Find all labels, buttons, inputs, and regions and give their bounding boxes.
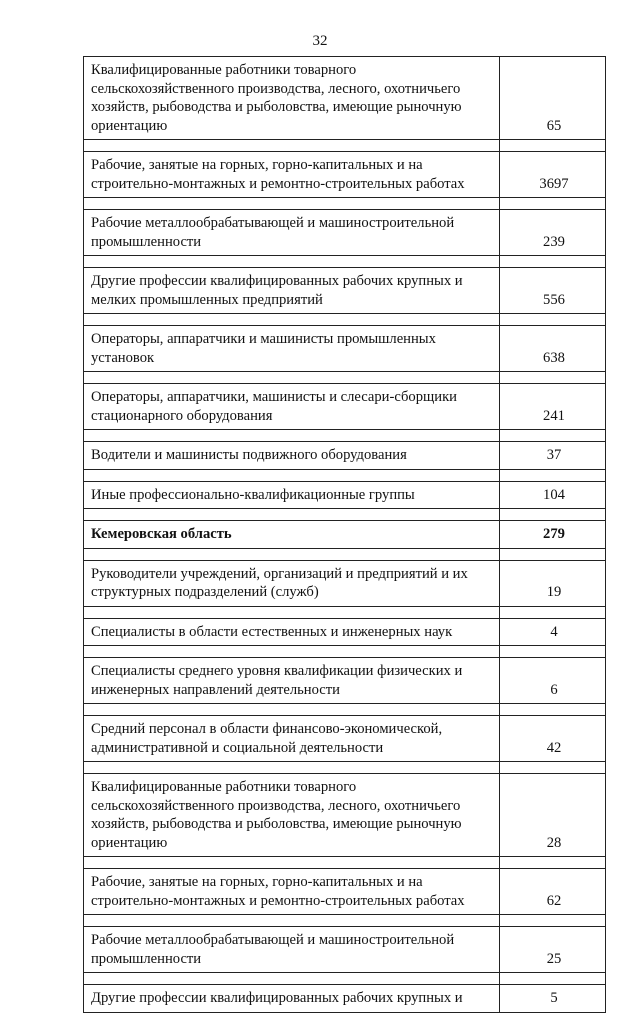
table-row — [84, 57, 606, 140]
profession-group-label: Рабочие, занятые на горных, горно-капитальных и на строительно-монтажных и ремонтно-строительных работах — [91, 157, 465, 192]
row-separator — [84, 606, 606, 618]
count-cell — [500, 985, 606, 1013]
profession-group-cell — [84, 481, 500, 509]
profession-group-label: Рабочие, занятые на горных, горно-капитальных и на строительно-монтажных и ремонтно-строительных работах — [91, 874, 465, 909]
profession-group-cell — [84, 210, 500, 256]
row-separator — [84, 973, 606, 985]
row-separator-cell — [84, 469, 500, 481]
row-separator-cell — [500, 646, 606, 658]
row-separator — [84, 469, 606, 481]
row-separator-cell — [84, 646, 500, 658]
count-value: 62 — [546, 892, 562, 909]
row-separator-cell — [84, 915, 500, 927]
profession-group-label: Средний персонал в области финансово-экономической, административной и социальной деятельности — [91, 721, 443, 756]
row-separator — [84, 256, 606, 268]
count-value: 104 — [543, 486, 565, 503]
count-value: 638 — [543, 349, 565, 366]
row-separator-cell — [84, 606, 500, 618]
row-separator — [84, 646, 606, 658]
row-separator-cell — [500, 973, 606, 985]
profession-group-cell — [84, 521, 500, 549]
count-value: 3697 — [539, 175, 569, 192]
profession-group-cell — [84, 268, 500, 314]
row-separator-cell — [500, 548, 606, 560]
profession-group-label: Рабочие металлообрабатывающей и машиностроительной промышленности — [91, 932, 455, 967]
row-separator-cell — [84, 372, 500, 384]
count-cell — [500, 481, 606, 509]
profession-group-cell — [84, 716, 500, 762]
profession-group-label: Иные профессионально-квалификационные группы — [91, 486, 415, 503]
row-separator — [84, 314, 606, 326]
row-separator-cell — [500, 372, 606, 384]
count-cell — [500, 618, 606, 646]
profession-table — [83, 56, 606, 1013]
row-separator — [84, 762, 606, 774]
profession-group-cell — [84, 560, 500, 606]
profession-group-label: Водители и машинисты подвижного оборудования — [91, 447, 407, 463]
count-value: 279 — [543, 526, 565, 542]
profession-group-label: Кемеровская область — [91, 526, 232, 542]
count-cell — [500, 560, 606, 606]
count-value: 5 — [550, 990, 558, 1006]
count-value: 28 — [546, 834, 562, 851]
row-separator-cell — [84, 198, 500, 210]
count-cell — [500, 326, 606, 372]
row-separator-cell — [500, 857, 606, 869]
table-row — [84, 985, 606, 1013]
table-row — [84, 210, 606, 256]
row-separator-cell — [500, 606, 606, 618]
row-separator — [84, 857, 606, 869]
profession-group-label: Специалисты в области естественных и инженерных наук — [91, 623, 453, 640]
table-row — [84, 442, 606, 470]
count-value: 6 — [550, 681, 558, 698]
count-cell — [500, 521, 606, 549]
table-row — [84, 716, 606, 762]
table-row — [84, 152, 606, 198]
row-separator — [84, 372, 606, 384]
row-separator-cell — [500, 314, 606, 326]
profession-group-label: Квалифицированные работники товарного сельскохозяйственного производства, лесного, охотничьего хозяйств, рыбоводства и рыболовства, имеющие рыночную ориентацию — [91, 62, 462, 134]
row-separator — [84, 548, 606, 560]
count-value: 25 — [546, 950, 562, 967]
count-value: 19 — [546, 584, 562, 600]
row-separator — [84, 509, 606, 521]
profession-group-cell — [84, 869, 500, 915]
count-cell — [500, 869, 606, 915]
count-cell — [500, 442, 606, 470]
table-row — [84, 326, 606, 372]
profession-group-cell — [84, 985, 500, 1013]
table-row — [84, 774, 606, 857]
row-separator — [84, 430, 606, 442]
table-row — [84, 869, 606, 915]
table-row — [84, 384, 606, 430]
profession-group-label: Другие профессии квалифицированных рабочих крупных и мелких промышленных предприятий — [91, 273, 463, 308]
row-separator-cell — [84, 704, 500, 716]
count-cell — [500, 774, 606, 857]
row-separator-cell — [84, 140, 500, 152]
profession-group-label: Операторы, аппаратчики, машинисты и слесари-сборщики стационарного оборудования — [91, 389, 457, 424]
count-value: 42 — [546, 739, 562, 756]
profession-group-label: Рабочие металлообрабатывающей и машиностроительной промышленности — [91, 215, 455, 250]
row-separator-cell — [84, 548, 500, 560]
count-cell — [500, 152, 606, 198]
profession-group-label: Другие профессии квалифицированных рабочих крупных и — [91, 990, 463, 1006]
row-separator-cell — [500, 198, 606, 210]
row-separator-cell — [500, 469, 606, 481]
count-cell — [500, 658, 606, 704]
row-separator-cell — [84, 973, 500, 985]
row-separator — [84, 704, 606, 716]
table-row — [84, 268, 606, 314]
row-separator-cell — [500, 430, 606, 442]
count-value: 37 — [546, 447, 562, 463]
count-cell — [500, 927, 606, 973]
row-separator-cell — [500, 256, 606, 268]
profession-group-label: Квалифицированные работники товарного сельскохозяйственного производства, лесного, охотничьего хозяйств, рыбоводства и рыболовства, имеющие рыночную ориентацию — [91, 779, 462, 851]
row-separator-cell — [84, 430, 500, 442]
row-separator-cell — [84, 256, 500, 268]
profession-group-cell — [84, 658, 500, 704]
count-cell — [500, 57, 606, 140]
profession-group-label: Операторы, аппаратчики и машинисты промышленных установок — [91, 331, 436, 366]
row-separator — [84, 140, 606, 152]
row-separator-cell — [500, 762, 606, 774]
region-header-row — [84, 521, 606, 549]
row-separator-cell — [500, 509, 606, 521]
profession-group-cell — [84, 618, 500, 646]
row-separator-cell — [500, 915, 606, 927]
profession-group-cell — [84, 384, 500, 430]
row-separator-cell — [500, 704, 606, 716]
profession-group-cell — [84, 927, 500, 973]
row-separator-cell — [500, 140, 606, 152]
profession-group-cell — [84, 442, 500, 470]
count-value: 556 — [543, 291, 565, 308]
row-separator — [84, 198, 606, 210]
table-row — [84, 560, 606, 606]
table-row — [84, 481, 606, 509]
profession-group-cell — [84, 152, 500, 198]
row-separator-cell — [84, 762, 500, 774]
count-cell — [500, 384, 606, 430]
count-value: 65 — [546, 117, 562, 134]
row-separator-cell — [84, 509, 500, 521]
table-row — [84, 618, 606, 646]
count-cell — [500, 210, 606, 256]
count-cell — [500, 716, 606, 762]
count-value: 241 — [543, 407, 565, 424]
row-separator-cell — [84, 857, 500, 869]
profession-group-cell — [84, 326, 500, 372]
table-body — [84, 57, 606, 1013]
page-number: 32 — [312, 33, 328, 49]
count-value: 4 — [550, 623, 558, 640]
table-row — [84, 658, 606, 704]
row-separator — [84, 915, 606, 927]
profession-group-cell — [84, 774, 500, 857]
row-separator-cell — [84, 314, 500, 326]
table-row — [84, 927, 606, 973]
profession-group-label: Специалисты среднего уровня квалификации физических и инженерных направлений деятельности — [91, 663, 463, 698]
profession-group-label: Руководители учреждений, организаций и предприятий и их структурных подразделений (служб) — [91, 565, 468, 600]
count-value: 239 — [543, 233, 565, 250]
profession-group-cell — [84, 57, 500, 140]
count-cell — [500, 268, 606, 314]
